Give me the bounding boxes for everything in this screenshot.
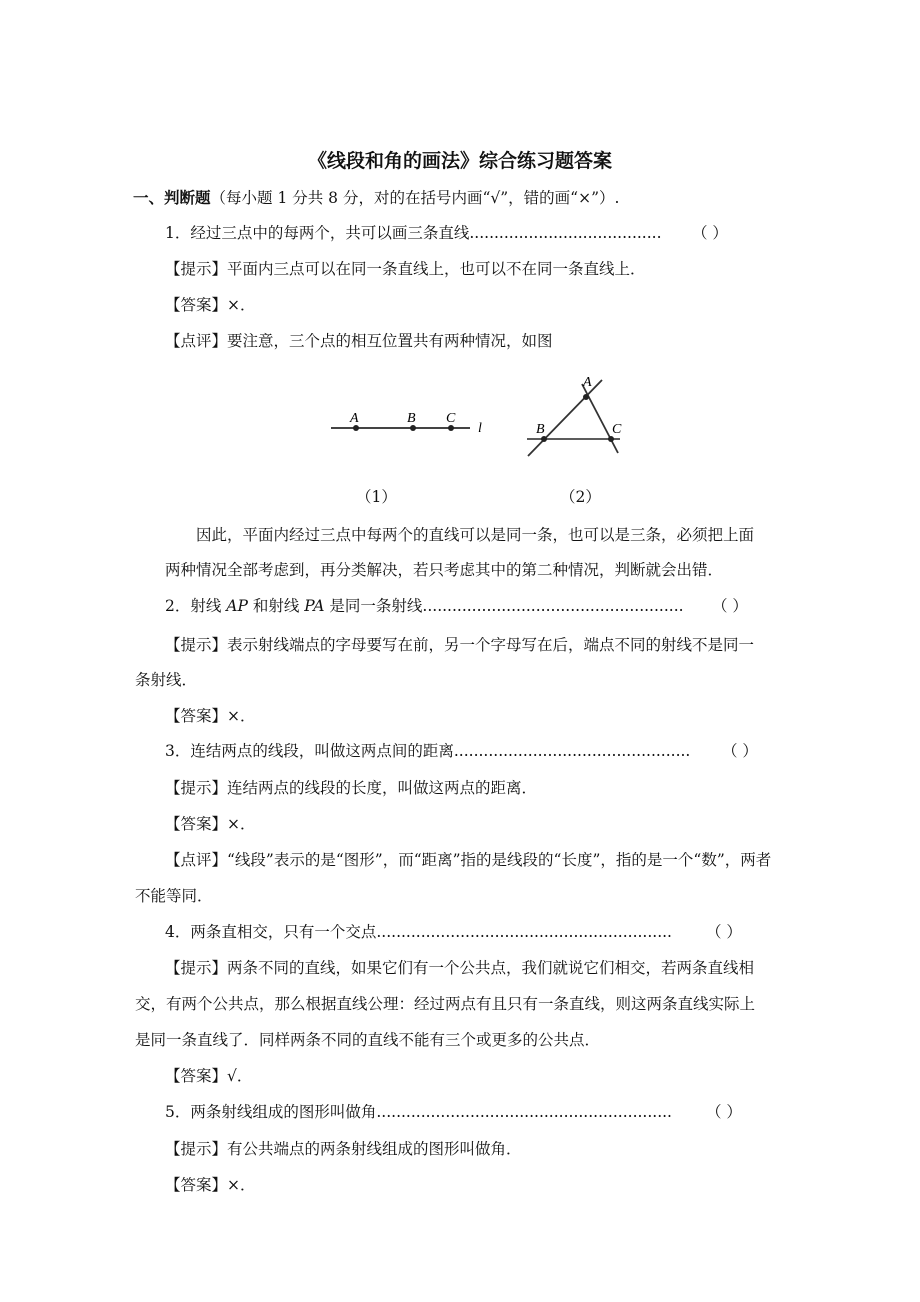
q1-comment: 【点评】要注意，三个点的相互位置共有两种情况，如图	[165, 332, 553, 350]
q1-conclusion-line2: 两种情况全部考虑到，再分类解决，若只考虑其中的第二种情况，判断就会出错．	[165, 561, 724, 579]
q2-hint-line1: 【提示】表示射线端点的字母要写在前，另一个字母写在后，端点不同的射线不是同一	[165, 636, 755, 654]
q2-answer: 【答案】×．	[165, 707, 256, 725]
fig1-label-a: A	[350, 411, 359, 426]
q3-answer: 【答案】×．	[165, 815, 256, 833]
q5-text: 5．两条射线组成的图形叫做角............................................................	[165, 1103, 672, 1121]
q3-comment-line2: 不能等同．	[135, 887, 213, 905]
q2-text	[165, 596, 684, 616]
q4-hint-line3: 是同一条直线了．同样两条不同的直线不能有三个或更多的公共点．	[135, 1031, 601, 1049]
q1-answer-blank: （ ）	[692, 224, 728, 242]
fig2-label-a: A	[583, 375, 592, 390]
q3-comment-line1: 【点评】“线段”表示的是“图形”，而“距离”指的是线段的“长度”，指的是一个“数”，两者	[165, 851, 772, 869]
q5-answer-blank: （ ）	[706, 1103, 742, 1121]
fig2-label-b: B	[536, 422, 545, 437]
q4-hint-line2: 交，有两个公共点，那么根据直线公理：经过两点有且只有一条直线，则这两条直线实际上	[135, 995, 756, 1013]
q4-answer-blank: （ ）	[706, 923, 742, 941]
q5-hint: 【提示】有公共端点的两条射线组成的图形叫做角．	[165, 1140, 522, 1158]
q2-suffix: 是同一条射线.....................................................	[324, 597, 684, 615]
q4-hint-line1: 【提示】两条不同的直线，如果它们有一个公共点，我们就说它们相交，若两条直线相	[165, 959, 755, 977]
q1-conclusion-line1: 因此，平面内经过三点中每两个的直线可以是同一条，也可以是三条，必须把上面	[196, 526, 755, 544]
q3-hint: 【提示】连结两点的线段的长度，叫做这两点的距离．	[165, 779, 538, 797]
q5-answer: 【答案】×．	[165, 1176, 256, 1194]
fig1-label-l: l	[478, 421, 482, 436]
section-label: 一、判断题	[133, 188, 211, 207]
figure-2-triangle	[527, 375, 622, 456]
figure-caption-2: （2）	[560, 488, 601, 506]
fig2-label-c: C	[612, 422, 622, 437]
page-title: 《线段和角的画法》综合练习题答案	[307, 150, 612, 172]
q4-text: 4．两条直相交，只有一个交点............................................................	[165, 923, 672, 941]
q1-answer: 【答案】×．	[165, 296, 256, 314]
section-note: （每小题 1 分共 8 分，对的在括号内画“√”，错的画“×”）.	[210, 189, 620, 207]
q3-answer-blank: （ ）	[722, 742, 758, 760]
line-ab	[528, 380, 602, 456]
q2-hint-line2: 条射线．	[135, 671, 198, 689]
q3-text: 3．连结两点的线段，叫做这两点间的距离................................................	[165, 742, 691, 760]
fig1-label-b: B	[407, 411, 416, 426]
q2-answer-blank: （ ）	[712, 597, 748, 615]
q1-hint: 【提示】平面内三点可以在同一条直线上，也可以不在同一条直线上．	[165, 260, 646, 278]
q1-text: 1．经过三点中的每两个，共可以画三条直线.......................................	[165, 224, 662, 242]
fig2-point-a	[583, 394, 589, 400]
q2-mid: 和射线	[247, 597, 305, 615]
figure-caption-1: （1）	[356, 488, 397, 506]
figure-1-collinear	[331, 411, 482, 436]
ray-ap: AP	[226, 597, 248, 615]
ray-pa: PA	[304, 597, 325, 615]
q2-prefix: 2．射线	[165, 597, 227, 615]
q4-answer: 【答案】√．	[165, 1067, 253, 1085]
fig1-label-c: C	[446, 411, 456, 426]
section-heading	[133, 188, 619, 208]
